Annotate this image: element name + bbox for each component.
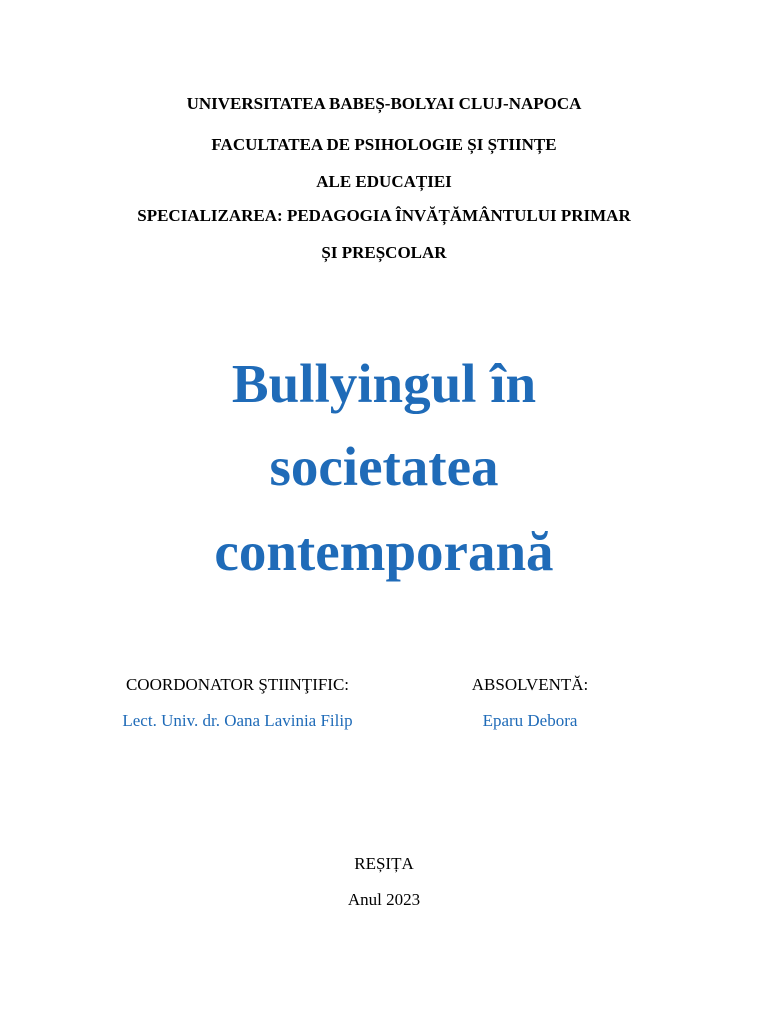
specialization-line-1: SPECIALIZAREA: PEDAGOGIA ÎNVĂȚĂMÂNTULUI PRIMAR (137, 206, 631, 225)
thesis-title-line-1: Bullyingul în (231, 353, 537, 414)
coordinator-label: COORDONATOR ŞTIINŢIFIC: (125, 675, 350, 694)
graduate-label: ABSOLVENTĂ: (471, 675, 589, 694)
faculty-name-line-1: FACULTATEA DE PSIHOLOGIE ȘI ȘTIINȚE (211, 135, 557, 154)
year-label: Anul 2023 (347, 890, 421, 909)
specialization-line-2: ȘI PREȘCOLAR (321, 243, 447, 262)
coordinator-block (60, 674, 415, 732)
university-name: UNIVERSITATEA BABEȘ-BOLYAI CLUJ-NAPOCA (186, 94, 582, 113)
thesis-title-line-3: contemporană (214, 521, 554, 582)
thesis-title-line-2: societatea (269, 436, 499, 497)
faculty-name-line-2: ALE EDUCAȚIEI (316, 172, 452, 191)
graduate-name: Eparu Debora (482, 711, 578, 730)
graduate-block (430, 674, 630, 732)
coordinator-name: Lect. Univ. dr. Oana Lavinia Filip (122, 711, 353, 730)
city-name: REȘIȚA (354, 854, 414, 873)
